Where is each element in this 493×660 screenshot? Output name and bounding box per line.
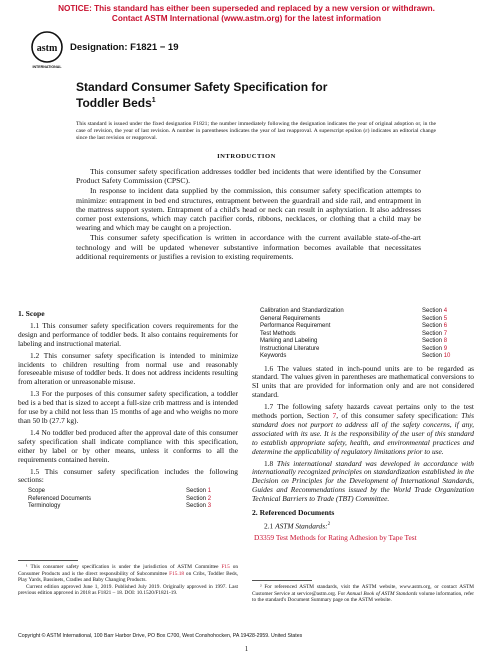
section-link[interactable]: 1	[207, 488, 212, 495]
referenced-documents-heading: 2. Referenced Documents	[252, 508, 335, 518]
section-link[interactable]: 5	[443, 315, 448, 322]
paragraph-1-4: 1.4 No toddler bed produced after the approval date of this consumer safety specification shall indicate compliance with this specification, either by label or by other means, unless it conforms to all the requirements contained herein.	[18, 427, 238, 464]
copyright-line: Copyright © ASTM International, 100 Barr Harbor Drive, PO Box C700, West Conshohocken, PA 19428-2959. United States	[18, 633, 303, 639]
intro-paragraph: This consumer safety specification is written in accordance with the current available state-of-the-art technology and will be updated whenever substantive information becomes available that necessitates additional requirements or justifies a revision to existing requirements.	[76, 233, 421, 261]
footnote-rule-right	[252, 580, 312, 581]
paragraph-1-1: 1.1 This consumer safety specification covers requirements for the design and performance of toddler beds. It also contains requirements for labeling and instructional material.	[18, 320, 238, 348]
d3359-title-link[interactable]: Test Methods for Rating Adhesion by Tape Test	[275, 533, 417, 543]
toc-row: Test Methods Section 7	[260, 330, 448, 337]
document-title	[76, 80, 436, 110]
section-link[interactable]: 9	[443, 345, 448, 352]
f15-link[interactable]: F15	[221, 564, 230, 570]
section-link[interactable]: 7	[443, 330, 448, 337]
toc-row: Performance Requirement Section 6	[260, 323, 448, 329]
toc-row: Scope Section 1	[28, 488, 212, 495]
toc-row: Terminology Section 3	[28, 503, 212, 510]
footnote-2-ref[interactable]: 2	[327, 522, 331, 527]
astm-logo	[30, 30, 64, 70]
paragraph-2-1: 2.1 ASTM Standards:$^2$	[264, 521, 331, 531]
paragraph-1-6: 1.6 The values stated in inch-pound units are to be regarded as standard. The values given in parentheses are mathematical conversions to SI units that are provided for information only and are not considered standard.	[252, 363, 474, 400]
right-column	[252, 308, 474, 546]
footnote-rule-left	[18, 560, 78, 561]
introduction-heading: INTRODUCTION	[217, 153, 276, 160]
scope-heading: 1. Scope	[18, 309, 45, 318]
f15-18-link[interactable]: F15.18	[169, 570, 184, 577]
section-link[interactable]: 10	[443, 353, 451, 359]
toc-row: Keywords Section 10	[260, 353, 451, 359]
issued-note: This standard is issued under the fixed designation F1821; the number immediately following the designation indicates the year of original adoption or, in the case of revision, the year of last revision. A number in parentheses indicates the year of last reapproval. A superscript epsilon (ε) indicates an editorial change since the last revision or reapproval.	[76, 121, 436, 141]
title-line-2: Toddler Beds	[76, 96, 152, 110]
section-link[interactable]: 4	[443, 308, 448, 314]
d3359-link[interactable]: D3359	[254, 533, 275, 543]
paragraph-1-5: 1.5 This consumer safety specification includes the following sections:	[18, 466, 238, 485]
left-column	[18, 310, 238, 511]
introduction	[76, 167, 421, 262]
title-footnote-ref[interactable]: 1	[151, 97, 156, 104]
intro-paragraph: This consumer safety specification addresses toddler bed incidents that were identified by the Consumer Product Safety Commission (CPSC).	[76, 167, 421, 186]
section-list-left	[28, 488, 238, 511]
section-list-right	[260, 308, 474, 361]
title-line-1: Standard Consumer Safety Specification for	[76, 80, 328, 94]
paragraph-1-3: 1.3 For the purposes of this consumer safety specification, a toddler bed is a bed that is sized to accept a full-size crib mattress and is intended for use by a child not less than 15 months of age and who weighs no more than 50 lb (27.7 kg).	[18, 389, 238, 425]
designation: Designation: F1821 − 19	[70, 42, 179, 53]
referenced-standard	[254, 534, 474, 543]
toc-row: Marking and Labeling Section 8	[260, 338, 448, 344]
toc-row: Calibration and Standardization Section 4	[260, 308, 448, 314]
notice-line-2: Contact ASTM International (www.astm.org) for the latest information	[111, 14, 382, 23]
section-link[interactable]: 8	[443, 338, 448, 344]
paragraph-1-2: 1.2 This consumer safety specification is intended to minimize incidents to children resulting from normal use and reasonably foreseeable misuse of toddler beds. It does not address incidents resulting from alteration or unreasonable misuse.	[18, 350, 238, 387]
supersede-notice	[0, 4, 493, 24]
intro-paragraph: In response to incident data supplied by the commission, this consumer safety specification attempts to minimize: entrapment in bed end structures, entrapment between the guardrail and side rail, and entrapment in the mattress support system. Entrapment of a child's head or neck can result in asphyxiation. It also addresses corner post extensions, which may catch pacifier cords, ribbons, necklaces, or clothing that a child may be wearing and which may be caught on a projection.	[76, 186, 421, 233]
page-number: 1	[244, 645, 249, 653]
section-link[interactable]: 3	[207, 503, 212, 510]
notice-line-1: NOTICE: This standard has either been superseded and replaced by a new version or withdrawn.	[58, 4, 435, 13]
section-link[interactable]: 2	[207, 495, 212, 502]
toc-row: Instructional Literature Section 9	[260, 345, 448, 352]
toc-row: Referenced Documents Section 2	[28, 495, 212, 502]
paragraph-1-7: 1.7 The following safety hazards caveat pertains only to the test methods portion, Section 7, of this consumer safety specification: This standard does not purport to address all of the safety concerns, if any, associated with its use. It is the responsibility of the user of this standard to establish appropriate safety, health, and environmental practices and determine the applicability of regulatory limitations prior to use.	[252, 402, 474, 456]
svg-text:astm: astm	[36, 43, 58, 54]
paragraph-1-8: 1.8 This international standard was developed in accordance with internationally recognized principles on standardization established in the Decision on Principles for the Development of International Standards, Guides and Recommendations issued by the World Trade Organization Technical Barriers to Trade (TBT) Committee.	[252, 458, 474, 504]
toc-row: General Requirements Section 5	[260, 315, 448, 322]
section-link[interactable]: 6	[443, 323, 448, 329]
logo-caption: INTERNATIONAL	[32, 65, 62, 69]
section-7-link[interactable]: 7	[332, 411, 337, 421]
footnote-1: ¹ This consumer safety specification is under the jurisdiction of ASTM Committee F15 on Consumer Products and is the direct responsibility of Subcommittee F15.18 on Cribs, Toddler Beds, Play Yards, Bassinets, Cradles and Baby Changing Products. Current edition approved June 1, 2019. Published July 2019. Originally approved in 1997. Last previous edition approved in 2018 as F1821 – 18. DOI: 10.1520/F1821-19.	[18, 564, 239, 596]
footnote-2: ² For referenced ASTM standards, visit the ASTM website, www.astm.org, or contact ASTM Customer Service at service@astm.org. For Annual Book of ASTM Standards volume information, refer to the standard's Document Summary page on the ASTM website.	[252, 584, 474, 603]
